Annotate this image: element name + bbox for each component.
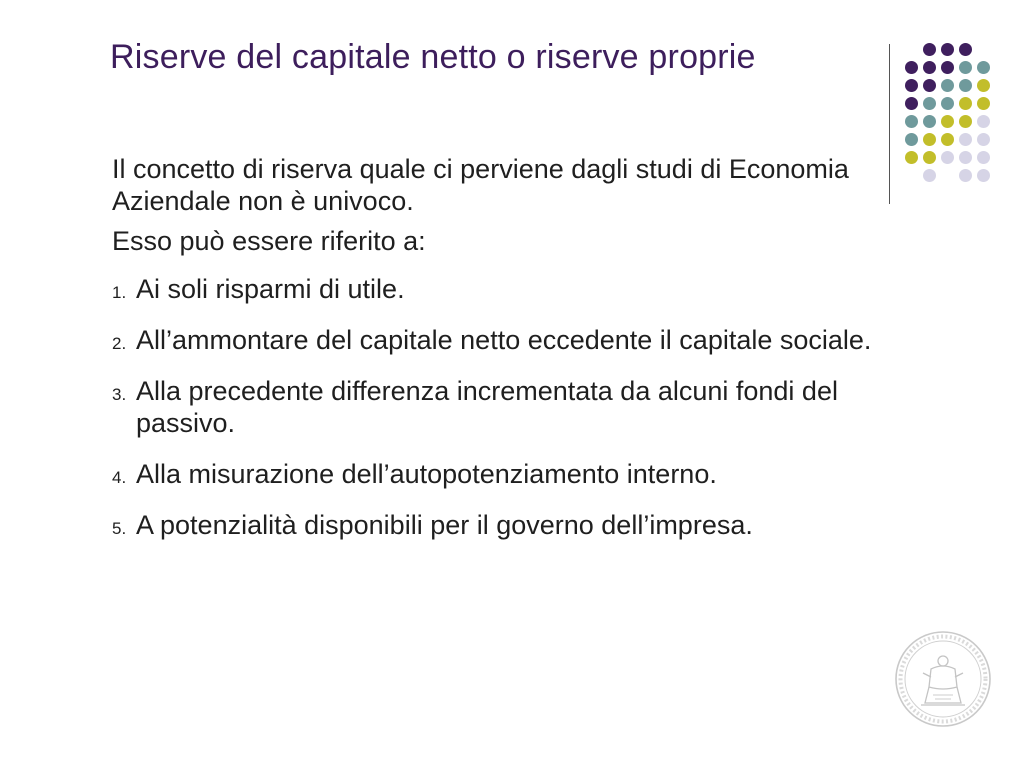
decorative-dot: [977, 169, 990, 182]
slide-body: [112, 154, 882, 561]
decorative-dot: [941, 133, 954, 146]
title-divider-line: [889, 44, 890, 204]
decorative-dot: [905, 151, 918, 164]
list-item-number: 3.: [112, 385, 127, 405]
list-item-number: 2.: [112, 333, 127, 353]
decorative-dot: [977, 133, 990, 146]
list-item-number: 4.: [112, 467, 127, 487]
decorative-dot: [977, 61, 990, 74]
list-item-number: 5.: [112, 519, 127, 539]
decorative-dot: [941, 61, 954, 74]
list-item: [112, 459, 882, 490]
decorative-dot: [959, 97, 972, 110]
decorative-dot: [941, 79, 954, 92]
decorative-dot: [959, 169, 972, 182]
decorative-dot-grid: [905, 40, 1015, 190]
list-item: [112, 274, 882, 305]
decorative-dot: [923, 133, 936, 146]
decorative-dot: [941, 115, 954, 128]
lead-paragraph: Esso può essere riferito a:: [112, 225, 426, 256]
decorative-dot: [977, 151, 990, 164]
decorative-dot: [905, 97, 918, 110]
decorative-dot: [959, 115, 972, 128]
decorative-dot: [923, 61, 936, 74]
decorative-dot: [977, 115, 990, 128]
decorative-dot: [905, 61, 918, 74]
decorative-dot: [905, 79, 918, 92]
list-item-text: All’ammontare del capitale netto eccedente il capitale sociale.: [136, 324, 872, 355]
decorative-dot: [977, 97, 990, 110]
decorative-dot: [923, 43, 936, 56]
decorative-dot: [923, 79, 936, 92]
list-item: [112, 376, 882, 439]
list-item-text: A potenzialità disponibili per il governo dell’impresa.: [136, 510, 753, 541]
list-item-text: Ai soli risparmi di utile.: [136, 273, 405, 304]
decorative-dot: [977, 79, 990, 92]
decorative-dot: [905, 133, 918, 146]
decorative-dot: [923, 151, 936, 164]
list-item-text: Alla precedente differenza incrementata da alcuni fondi del passivo.: [136, 376, 838, 438]
decorative-dot: [959, 133, 972, 146]
decorative-dot: [941, 151, 954, 164]
decorative-dot: [959, 79, 972, 92]
decorative-dot: [959, 151, 972, 164]
reserve-definitions-list: [112, 274, 882, 542]
list-item: [112, 510, 882, 541]
decorative-dot: [959, 43, 972, 56]
decorative-dot: [905, 115, 918, 128]
decorative-dot: [941, 97, 954, 110]
decorative-dot: [941, 43, 954, 56]
list-item-text: Alla misurazione dell’autopotenziamento interno.: [136, 458, 717, 489]
decorative-dot: [923, 169, 936, 182]
list-item: [112, 325, 882, 356]
intro-paragraph: Il concetto di riserva quale ci perviene dagli studi di Economia Aziendale non è univoco.: [112, 154, 849, 216]
decorative-dot: [923, 97, 936, 110]
list-item-number: 1.: [112, 282, 127, 302]
decorative-dot: [923, 115, 936, 128]
decorative-dot: [959, 61, 972, 74]
slide-title: Riserve del capitale netto o riserve proprie: [110, 38, 756, 76]
university-seal-icon: [893, 629, 993, 729]
